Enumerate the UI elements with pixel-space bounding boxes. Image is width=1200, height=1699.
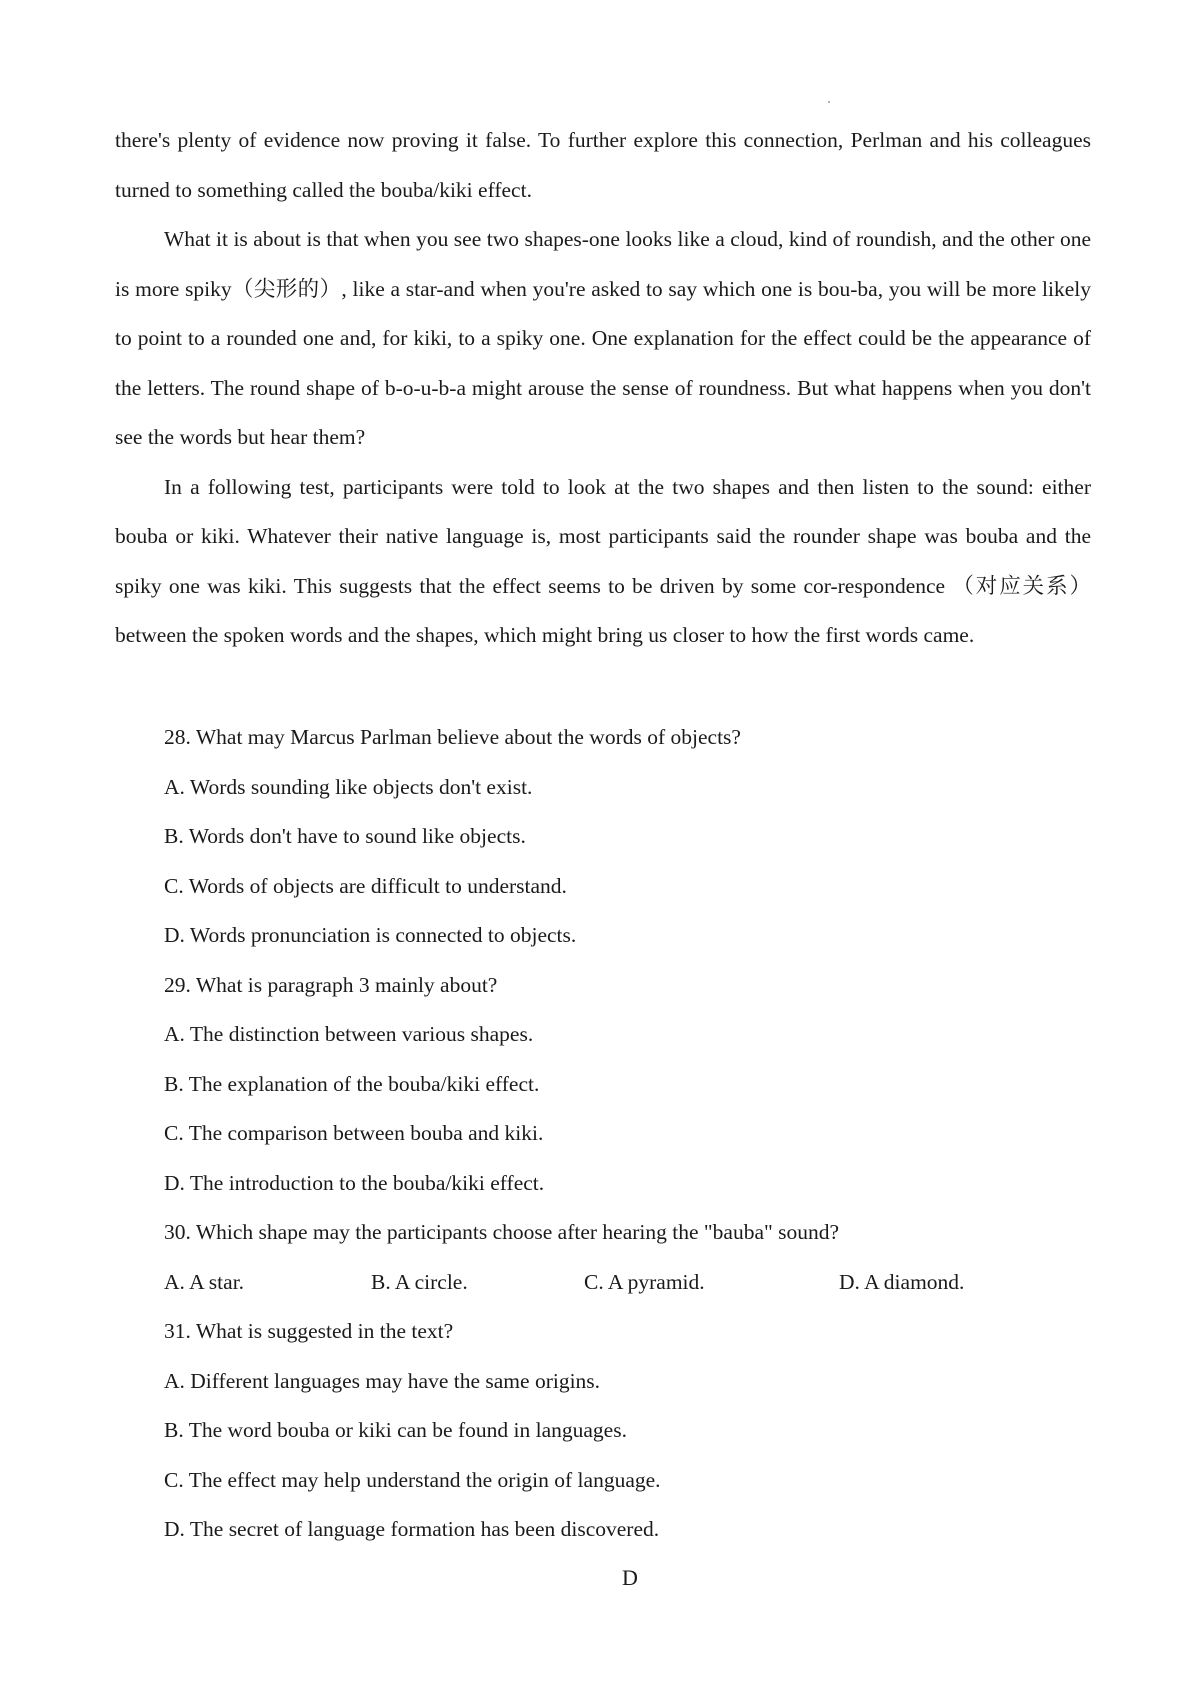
option-a: A. Different languages may have the same origins. bbox=[164, 1368, 601, 1393]
option-b: B. A circle. bbox=[371, 1269, 468, 1294]
question-stem: 30. Which shape may the participants choose after hearing the "bauba" sound? bbox=[164, 1220, 840, 1244]
passage-paragraph-3: In a following test, participants were told to look at the two shapes and then listen to the sound: either bouba or kiki. Whatever their native language is, most participants said the rounder shape was bouba and the spiky one was kiki. This suggests that the effect seems to be driven by some cor-respondence （对应关系） between the spoken words and the shapes, which might bring us closer to how the first words came. bbox=[115, 474, 1091, 647]
option-d: D. A diamond. bbox=[839, 1269, 965, 1294]
option-d: D. The secret of language formation has been discovered. bbox=[164, 1517, 660, 1541]
question-stem: 29. What is paragraph 3 mainly about? bbox=[164, 972, 498, 997]
passage-paragraph-1: there's plenty of evidence now proving it false. To further explore this connection, Perlman and his colleagues turned to something called the bouba/kiki effect. bbox=[115, 128, 1091, 202]
question-stem: 31. What is suggested in the text? bbox=[164, 1319, 454, 1343]
option-b: B. The explanation of the bouba/kiki effect. bbox=[164, 1071, 540, 1096]
passage-paragraph-2: What it is about is that when you see two shapes-one looks like a cloud, kind of roundish, and the other one is more spiky（尖形的）, like a star-and when you're asked to say which one is bou-ba, you will be more likely to point to a rounded one and, for kiki, to a spiky one. One explanation for the effect could be the appearance of the letters. The round shape of b-o-u-b-a might arouse the sense of roundness. But what happens when you don't see the words but hear them? bbox=[115, 227, 1091, 449]
question-31 bbox=[164, 1307, 1094, 1555]
next-section-heading: D bbox=[622, 1565, 638, 1590]
scan-speck bbox=[828, 101, 830, 103]
option-b: B. The word bouba or kiki can be found in languages. bbox=[164, 1418, 627, 1442]
question-29 bbox=[164, 961, 1094, 1209]
option-c: C. The effect may help understand the origin of language. bbox=[164, 1467, 661, 1492]
question-28 bbox=[164, 713, 1094, 961]
option-row bbox=[164, 1258, 1094, 1308]
reading-passage bbox=[115, 116, 1091, 661]
option-d: D. The introduction to the bouba/kiki effect. bbox=[164, 1170, 545, 1195]
question-list bbox=[164, 713, 1094, 1555]
option-b: B. Words don't have to sound like objects. bbox=[164, 824, 526, 848]
option-c: C. Words of objects are difficult to understand. bbox=[164, 873, 567, 898]
question-stem: 28. What may Marcus Parlman believe about the words of objects? bbox=[164, 725, 741, 749]
option-a: A. A star. bbox=[164, 1269, 245, 1294]
option-a: A. Words sounding like objects don't exist. bbox=[164, 774, 533, 799]
option-a: A. The distinction between various shapes. bbox=[164, 1022, 534, 1046]
option-c: C. A pyramid. bbox=[584, 1269, 705, 1294]
option-c: C. The comparison between bouba and kiki. bbox=[164, 1121, 544, 1145]
question-30 bbox=[164, 1208, 1094, 1307]
option-d: D. Words pronunciation is connected to objects. bbox=[164, 923, 577, 947]
